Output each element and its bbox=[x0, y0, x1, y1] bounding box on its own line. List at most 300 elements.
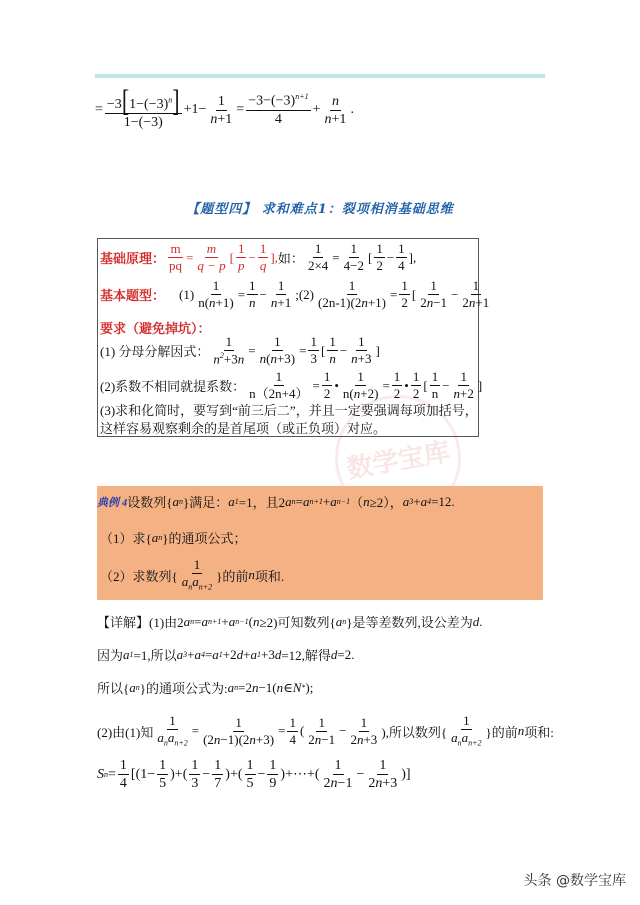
math-text: 1 bbox=[376, 241, 383, 256]
math-text: −3−(−3) bbox=[248, 93, 296, 109]
math-variable: n bbox=[356, 731, 364, 747]
fraction bbox=[449, 714, 483, 749]
numerator bbox=[189, 758, 200, 775]
math-text: )+⋯+( bbox=[280, 767, 320, 783]
math-variable: a bbox=[181, 574, 189, 590]
numerator bbox=[396, 242, 407, 258]
fraction bbox=[155, 714, 189, 749]
math-text: 1 bbox=[430, 278, 437, 293]
math-text: 1 bbox=[191, 758, 199, 773]
math-text: 1−(−3) bbox=[129, 97, 169, 112]
math-text: ≥2)可知数列{ bbox=[259, 615, 336, 630]
math-text: 1 bbox=[193, 557, 201, 572]
requirement-3-line1: (3)求和化简时，要写到“前三后二”，并且一定要强调每项加括号， bbox=[100, 403, 478, 418]
fraction bbox=[316, 279, 388, 311]
math-variable: a bbox=[420, 493, 428, 509]
math-variable: n bbox=[363, 493, 370, 509]
basic-types-formula bbox=[179, 279, 493, 311]
math-text: −1 bbox=[433, 295, 448, 311]
denominator bbox=[449, 730, 483, 748]
math-text: = bbox=[312, 377, 320, 393]
math-text: +1 bbox=[331, 111, 347, 127]
denominator bbox=[323, 111, 349, 127]
math-variable: a bbox=[172, 493, 179, 509]
math-variable: a bbox=[151, 529, 159, 545]
math-variable: n bbox=[248, 567, 255, 583]
math-text: − bbox=[339, 342, 348, 358]
math-text: 1 bbox=[310, 334, 317, 350]
denominator bbox=[258, 258, 269, 273]
math-text: 1 bbox=[350, 241, 358, 256]
math-text: 1 bbox=[249, 278, 256, 293]
math-text: )+( bbox=[170, 766, 188, 782]
math-text: 9 bbox=[269, 776, 277, 792]
numerator bbox=[205, 242, 218, 258]
math-variable: a bbox=[228, 493, 235, 509]
denominator bbox=[258, 351, 298, 366]
math-variable: n bbox=[331, 93, 339, 109]
solution-line-3 bbox=[97, 678, 313, 697]
numerator bbox=[356, 335, 367, 351]
math-text: − bbox=[248, 249, 256, 265]
requirement-heading: 要求（避免掉坑）： bbox=[100, 321, 211, 336]
math-variable: d bbox=[274, 646, 282, 662]
denominator bbox=[460, 295, 491, 310]
numerator bbox=[105, 82, 182, 118]
math-variable: n bbox=[314, 731, 322, 747]
fraction bbox=[327, 335, 338, 367]
requirement-2 bbox=[100, 370, 482, 402]
math-variable: a bbox=[402, 493, 410, 509]
numerator bbox=[411, 370, 422, 386]
denominator bbox=[269, 295, 293, 310]
math-text: [ bbox=[411, 286, 417, 302]
numerator bbox=[212, 758, 223, 775]
subscript: n bbox=[188, 582, 193, 592]
math-text: ;(2) bbox=[295, 286, 315, 302]
math-text: ∈ bbox=[283, 679, 293, 695]
numerator bbox=[267, 758, 278, 775]
math-text: 3 bbox=[191, 776, 199, 792]
fraction bbox=[396, 242, 407, 274]
math-text: 项和: bbox=[524, 724, 554, 740]
math-text: (2)由(1)知 bbox=[97, 724, 154, 740]
subscript: n bbox=[190, 617, 195, 626]
math-text: 1 bbox=[472, 278, 480, 293]
math-text: ( bbox=[266, 351, 271, 367]
numerator bbox=[461, 714, 472, 730]
denominator bbox=[322, 775, 355, 791]
numerator bbox=[430, 370, 441, 386]
math-text: 如： bbox=[277, 251, 304, 267]
math-text: 1 bbox=[225, 334, 233, 349]
denominator bbox=[201, 732, 276, 747]
math-text: 2 bbox=[401, 295, 408, 311]
math-text: 1 bbox=[169, 713, 176, 728]
fraction bbox=[211, 335, 246, 367]
solution-line-1 bbox=[97, 612, 482, 631]
math-variable: p bbox=[237, 258, 245, 274]
numerator bbox=[347, 279, 358, 295]
math-text: =12. bbox=[431, 493, 455, 509]
example-statement bbox=[127, 492, 454, 511]
math-text: +2) bbox=[360, 386, 379, 402]
numerator bbox=[157, 758, 168, 775]
math-variable: n bbox=[361, 295, 368, 311]
math-text: }的前 bbox=[216, 568, 249, 584]
math-variable: q − p bbox=[197, 258, 226, 274]
math-variable: n bbox=[249, 295, 256, 311]
denominator bbox=[212, 775, 223, 791]
math-text: n bbox=[431, 386, 439, 402]
denominator bbox=[306, 732, 337, 747]
math-text: 所以{ bbox=[97, 681, 130, 696]
fraction bbox=[322, 758, 355, 792]
math-text: 1 bbox=[357, 369, 364, 384]
math-text: [ bbox=[367, 249, 373, 265]
denominator bbox=[236, 258, 247, 273]
math-variable: a bbox=[123, 646, 130, 662]
numerator bbox=[216, 94, 227, 111]
math-text: +1− bbox=[183, 102, 207, 118]
math-variable: n bbox=[329, 351, 336, 367]
math-text: ),所以数列{ bbox=[381, 724, 448, 740]
math-text: 4−2 bbox=[343, 258, 364, 274]
requirement-3-line2: 这样容易观察剩余的是首尾项（或正负项）对应。 bbox=[100, 421, 387, 436]
numerator bbox=[233, 716, 244, 732]
numerator bbox=[211, 279, 222, 295]
math-text: − bbox=[442, 377, 450, 393]
denominator bbox=[195, 258, 227, 273]
math-text: = bbox=[332, 249, 340, 265]
subscript: n+2 bbox=[468, 738, 482, 748]
math-text: = bbox=[186, 249, 194, 265]
math-variable: n bbox=[270, 351, 277, 367]
math-text: − bbox=[257, 766, 266, 782]
fraction bbox=[189, 758, 200, 792]
math-text: + bbox=[243, 646, 251, 662]
math-text: +1) bbox=[367, 295, 387, 311]
fraction bbox=[118, 758, 129, 792]
math-variable: n bbox=[375, 776, 383, 792]
fraction bbox=[201, 716, 276, 748]
math-text: −1)(2 bbox=[220, 731, 250, 747]
denominator bbox=[366, 775, 399, 791]
denominator bbox=[180, 574, 214, 592]
math-text: 因为 bbox=[97, 648, 124, 663]
subscript: n bbox=[291, 497, 296, 506]
basic-types-label: 基本题型： bbox=[100, 288, 166, 304]
subscript: 3 bbox=[409, 497, 414, 506]
superscript: 2 bbox=[219, 351, 224, 361]
denominator bbox=[348, 732, 379, 747]
denominator bbox=[374, 258, 385, 273]
math-text: 【详解】(1)由2 bbox=[97, 615, 184, 630]
subscript: 4 bbox=[427, 497, 432, 506]
fraction bbox=[348, 716, 379, 748]
math-text: 1 bbox=[412, 369, 420, 384]
math-text: ); bbox=[305, 679, 314, 695]
math-text: (2n-1)(2 bbox=[318, 295, 362, 311]
math-variable: n bbox=[276, 679, 284, 695]
numerator bbox=[359, 716, 370, 732]
math-text: − bbox=[259, 286, 267, 302]
math-variable: n bbox=[426, 295, 434, 311]
math-text: ( bbox=[299, 723, 305, 739]
math-text: }的前 bbox=[485, 724, 518, 740]
math-text: （ bbox=[350, 495, 364, 510]
math-text: 2 bbox=[393, 386, 401, 402]
fraction bbox=[308, 335, 319, 367]
math-variable: N bbox=[292, 679, 302, 695]
math-text: 1 bbox=[460, 369, 467, 384]
denominator bbox=[342, 258, 366, 273]
math-text: 5 bbox=[159, 776, 167, 792]
numerator bbox=[168, 242, 182, 258]
fraction bbox=[322, 370, 333, 402]
math-text: (1) 分母分解因式： bbox=[100, 344, 210, 360]
math-text: 5 bbox=[246, 776, 254, 792]
math-text: − bbox=[356, 766, 365, 782]
math-text: 4 bbox=[119, 776, 127, 792]
math-variable: n bbox=[251, 679, 259, 695]
math-text: +3 bbox=[382, 776, 398, 792]
denominator bbox=[399, 295, 410, 310]
math-text: n( bbox=[198, 295, 210, 311]
fraction bbox=[269, 279, 293, 311]
denominator bbox=[247, 295, 258, 310]
principle-example bbox=[278, 242, 416, 274]
principle-label: 基础原理： bbox=[100, 251, 166, 267]
math-variable: n bbox=[249, 731, 256, 747]
math-text: +2 bbox=[222, 646, 237, 662]
math-text: +3) bbox=[276, 351, 296, 367]
denominator bbox=[287, 732, 298, 747]
math-text: +3 bbox=[363, 731, 378, 747]
math-text: =2 bbox=[238, 679, 252, 695]
math-text: n（2n+4） bbox=[249, 386, 309, 402]
superscript: n+1 bbox=[295, 92, 309, 102]
math-text: . bbox=[479, 613, 483, 629]
fraction bbox=[157, 758, 168, 792]
numerator bbox=[247, 279, 258, 295]
subscript: 4 bbox=[200, 650, 205, 659]
math-text: (2)系数不相同就提系数： bbox=[100, 379, 246, 395]
subscript: 3 bbox=[183, 650, 188, 659]
math-text: )+( bbox=[225, 766, 243, 782]
math-text: 1 bbox=[275, 369, 283, 384]
math-text: 2 bbox=[412, 386, 420, 402]
subscript: n+1 bbox=[309, 497, 323, 506]
numerator bbox=[246, 93, 310, 111]
math-text: [ bbox=[423, 377, 428, 393]
math-variable: n bbox=[237, 351, 245, 367]
math-variable: S bbox=[97, 766, 104, 782]
math-text: 1 bbox=[119, 758, 127, 773]
numerator bbox=[287, 716, 298, 732]
numerator bbox=[192, 558, 203, 574]
math-variable: q bbox=[259, 258, 267, 274]
math-variable: a bbox=[157, 730, 164, 746]
fraction bbox=[306, 716, 337, 748]
subscript: n−1 bbox=[235, 617, 249, 626]
math-text: 1 bbox=[277, 278, 285, 293]
denominator bbox=[155, 730, 189, 748]
denominator bbox=[196, 295, 236, 310]
math-text: + bbox=[221, 613, 229, 629]
math-variable: n bbox=[209, 295, 216, 311]
math-text: = bbox=[390, 286, 398, 302]
math-variable: n bbox=[453, 386, 461, 402]
denominator bbox=[157, 775, 168, 791]
fraction bbox=[374, 242, 385, 274]
math-variable: m bbox=[206, 241, 217, 256]
math-text: = bbox=[382, 377, 390, 393]
math-text: 1 bbox=[246, 758, 254, 773]
fraction bbox=[306, 242, 330, 274]
math-variable: d bbox=[472, 613, 480, 629]
numerator bbox=[308, 335, 319, 351]
math-text: [ bbox=[320, 342, 326, 358]
subscript: n+2 bbox=[174, 738, 188, 748]
math-text: −3 bbox=[106, 97, 122, 112]
math-text: 设数列{ bbox=[127, 495, 173, 510]
math-text: 2 bbox=[350, 731, 357, 747]
math-variable: a bbox=[183, 613, 191, 629]
math-variable: a bbox=[201, 613, 209, 629]
math-text: 2 bbox=[308, 731, 315, 747]
math-text: 1 bbox=[463, 713, 470, 728]
fraction bbox=[349, 335, 373, 367]
denominator bbox=[316, 295, 388, 310]
math-text: . bbox=[350, 102, 354, 118]
math-text: − bbox=[202, 766, 211, 782]
fraction bbox=[105, 82, 182, 131]
math-text: = bbox=[236, 102, 245, 118]
math-text: • bbox=[334, 377, 339, 393]
math-variable: a bbox=[250, 646, 257, 662]
numerator bbox=[471, 279, 482, 295]
denominator bbox=[308, 351, 319, 366]
subscript: n bbox=[342, 617, 347, 626]
math-text: 1 bbox=[393, 369, 401, 384]
numerator bbox=[272, 335, 283, 351]
math-text: +1 bbox=[217, 111, 233, 127]
math-variable: a bbox=[192, 574, 199, 590]
math-text: + bbox=[187, 646, 195, 662]
math-text: =12,解得 bbox=[281, 648, 331, 663]
fraction bbox=[180, 558, 214, 593]
subscript: n bbox=[163, 738, 168, 748]
math-text: 2 bbox=[368, 776, 376, 792]
math-text: +3 bbox=[357, 351, 372, 367]
numerator bbox=[374, 242, 385, 258]
math-variable: a bbox=[167, 730, 175, 746]
math-text: −1 bbox=[321, 731, 336, 747]
superscript: * bbox=[301, 683, 306, 692]
numerator bbox=[458, 370, 469, 386]
subscript: 1 bbox=[234, 497, 239, 506]
math-text: +2 bbox=[460, 386, 474, 402]
fraction bbox=[208, 94, 234, 128]
math-text: 1 bbox=[274, 334, 281, 350]
math-text: }满足： bbox=[183, 495, 229, 510]
math-text: 2 bbox=[323, 776, 331, 792]
math-text: [(1− bbox=[130, 766, 156, 782]
fraction bbox=[323, 94, 349, 128]
math-variable: n bbox=[210, 111, 218, 127]
fraction bbox=[452, 370, 476, 402]
example-question-2 bbox=[100, 558, 284, 593]
subscript: n−1 bbox=[336, 497, 351, 506]
fraction bbox=[267, 758, 278, 792]
fraction bbox=[212, 758, 223, 792]
math-text: • bbox=[404, 377, 409, 393]
math-text: 1 bbox=[323, 369, 331, 384]
numerator bbox=[327, 335, 338, 351]
fraction bbox=[236, 242, 247, 274]
math-variable: a bbox=[228, 613, 236, 629]
math-text: 1 bbox=[398, 241, 405, 256]
math-text: 1 bbox=[314, 241, 322, 256]
math-variable: n bbox=[330, 776, 338, 792]
math-text: +1 bbox=[277, 295, 292, 311]
math-variable: a bbox=[194, 646, 201, 662]
math-text: 1 bbox=[379, 758, 387, 773]
watermark-stamp: 数学宝库 bbox=[325, 385, 471, 531]
math-text: 4 bbox=[274, 112, 282, 128]
math-variable: d bbox=[236, 646, 244, 662]
math-text: 1 bbox=[235, 714, 242, 730]
math-variable: a bbox=[461, 730, 469, 746]
numerator bbox=[349, 242, 360, 258]
math-text: 1 bbox=[217, 93, 225, 109]
requirement-1 bbox=[100, 335, 380, 367]
denominator bbox=[273, 111, 284, 127]
math-text: 1 bbox=[329, 334, 336, 350]
principle-line bbox=[100, 242, 416, 274]
denominator bbox=[189, 775, 200, 791]
math-variable: a bbox=[451, 730, 458, 746]
math-text: )] bbox=[401, 766, 411, 782]
fraction bbox=[196, 279, 236, 311]
fraction bbox=[247, 370, 310, 402]
math-text: = bbox=[108, 766, 116, 782]
math-text: 1 bbox=[431, 369, 439, 384]
math-text: 1−(−3) bbox=[123, 115, 163, 131]
fraction bbox=[246, 93, 310, 127]
math-variable: n bbox=[517, 723, 525, 739]
numerator bbox=[355, 370, 366, 386]
math-text: 1 bbox=[401, 278, 408, 293]
math-text: 4 bbox=[398, 258, 405, 274]
math-text: + bbox=[413, 493, 421, 509]
math-text: − bbox=[386, 249, 395, 265]
math-text: ], bbox=[408, 249, 417, 265]
math-text: 3 bbox=[310, 351, 317, 367]
math-text: m bbox=[170, 241, 181, 256]
math-text: =1,所以 bbox=[133, 648, 177, 663]
math-text: − bbox=[339, 723, 347, 739]
math-text: 1 bbox=[318, 714, 325, 730]
math-text: +1) bbox=[215, 295, 234, 311]
math-text: }的通项公式为: bbox=[139, 681, 228, 696]
math-text: = bbox=[95, 102, 103, 118]
math-text: −1 bbox=[337, 776, 353, 792]
math-text: 1 bbox=[159, 758, 167, 773]
math-text: +3 bbox=[223, 351, 238, 367]
subscript: 1 bbox=[129, 650, 134, 659]
